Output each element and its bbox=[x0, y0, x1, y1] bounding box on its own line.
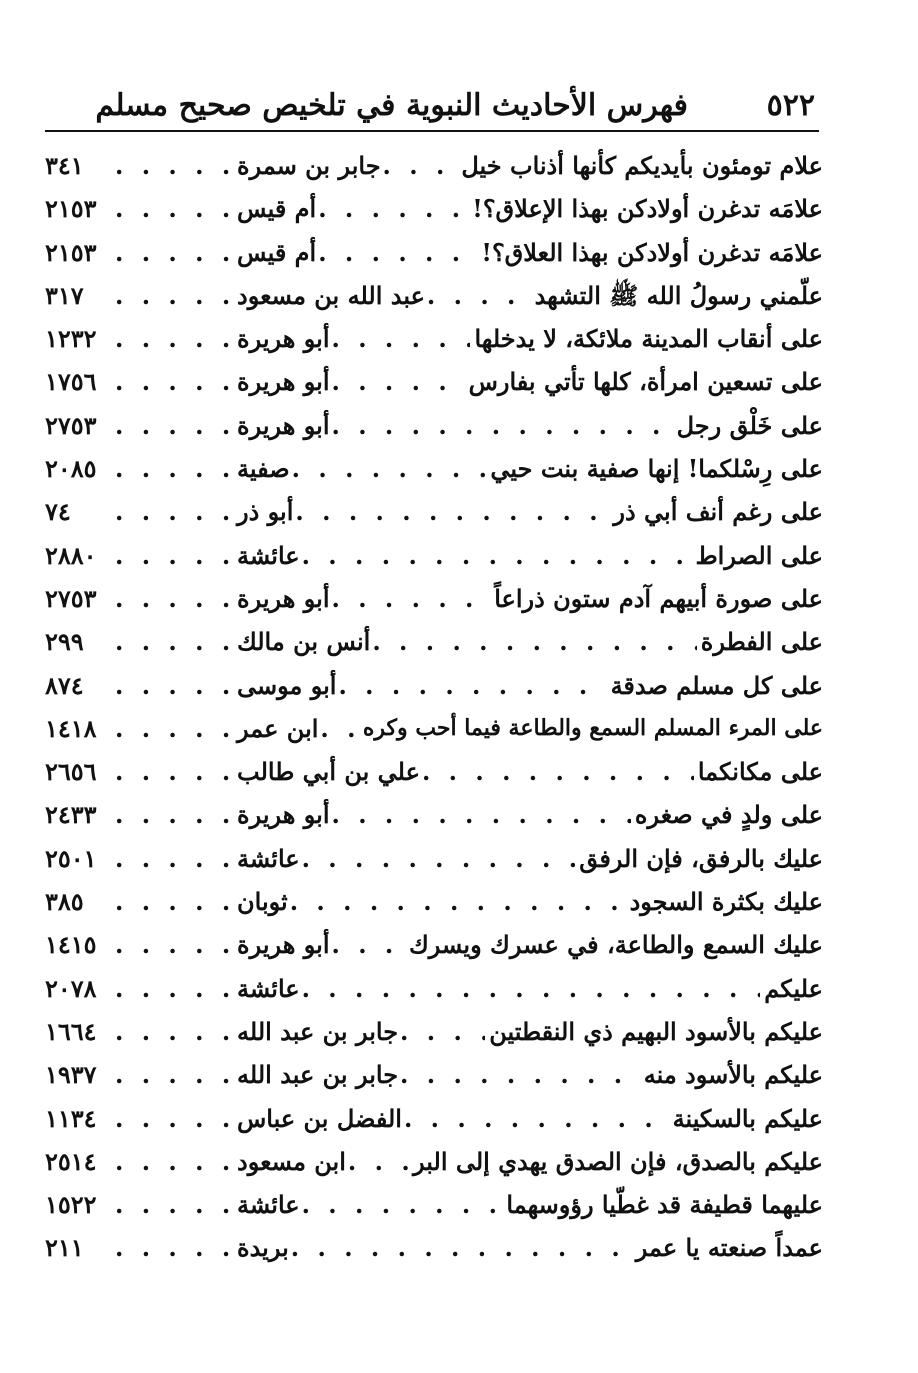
hadith-number: ١٥٢٢ bbox=[45, 1190, 97, 1220]
dot-leader bbox=[332, 317, 471, 360]
hadith-number: ٢٠٨٥ bbox=[45, 454, 97, 484]
narrator-name: عائشة bbox=[237, 973, 300, 1003]
hadith-text: عليكم bbox=[764, 973, 823, 1003]
hadith-number: ١١٣٤ bbox=[45, 1103, 97, 1133]
hadith-text: عليكم بالسكينة bbox=[672, 1103, 823, 1133]
dot-leader bbox=[115, 404, 235, 447]
index-entry bbox=[45, 707, 823, 750]
dot-leader bbox=[292, 447, 487, 490]
dot-leader bbox=[115, 880, 235, 923]
narrator-name: أبو هريرة bbox=[237, 410, 330, 440]
hadith-text: علامَه تدغرن أولادكن بهذا العلاق؟! bbox=[481, 237, 823, 267]
index-entry bbox=[45, 923, 823, 966]
header-rule bbox=[45, 130, 819, 132]
hadith-number: ١٤١٥ bbox=[45, 930, 97, 960]
hadith-number: ٣٨٥ bbox=[45, 887, 84, 917]
dot-leader bbox=[115, 447, 235, 490]
index-entry bbox=[45, 577, 823, 620]
index-entry bbox=[45, 447, 823, 490]
narrator-name: أم قيس bbox=[237, 194, 317, 224]
dot-leader bbox=[332, 793, 631, 836]
page-header bbox=[45, 82, 823, 130]
dot-leader bbox=[295, 490, 609, 533]
hadith-number: ٢٦٥٦ bbox=[45, 757, 97, 787]
dot-leader bbox=[115, 967, 235, 1010]
narrator-name: بريدة bbox=[237, 1233, 289, 1263]
dot-leader bbox=[115, 1183, 235, 1226]
index-entry bbox=[45, 1183, 823, 1226]
dot-leader bbox=[302, 837, 576, 880]
hadith-number: ٢١٥٣ bbox=[45, 237, 97, 267]
index-entry bbox=[45, 231, 823, 274]
hadith-number: ٢٥٠١ bbox=[45, 843, 97, 873]
index-entry bbox=[45, 1010, 823, 1053]
dot-leader bbox=[400, 1010, 485, 1053]
hadith-text: على مكانكما bbox=[697, 757, 823, 787]
narrator-name: عائشة bbox=[237, 1190, 300, 1220]
index-entry bbox=[45, 750, 823, 793]
hadith-number: ١٧٥٦ bbox=[45, 367, 97, 397]
narrator-name: أبو هريرة bbox=[237, 930, 330, 960]
dot-leader bbox=[115, 317, 235, 360]
dot-leader bbox=[404, 1097, 669, 1140]
index-entry bbox=[45, 144, 823, 187]
hadith-text: على المرء المسلم السمع والطاعة فيما أحب وكره bbox=[362, 714, 823, 741]
hadith-index-list bbox=[45, 144, 823, 1270]
dot-leader bbox=[318, 187, 468, 230]
hadith-number: ٣١٧ bbox=[45, 280, 84, 310]
dot-leader bbox=[115, 750, 235, 793]
dot-leader bbox=[115, 274, 235, 317]
hadith-text: على رِسْلكما! إنها صفية بنت حيي bbox=[490, 454, 823, 484]
dot-leader bbox=[332, 923, 406, 966]
hadith-number: ٢٧٥٣ bbox=[45, 410, 97, 440]
dot-leader bbox=[332, 404, 673, 447]
dot-leader bbox=[115, 1097, 235, 1140]
narrator-name: عبد الله بن مسعود bbox=[237, 280, 425, 310]
hadith-text: عليكم بالصدق، فإن الصدق يهدي إلى البر bbox=[413, 1146, 823, 1176]
index-entry bbox=[45, 880, 823, 923]
hadith-text: علامَه تدغرن أولادكن بهذا الإعلاق؟! bbox=[472, 194, 823, 224]
narrator-name: ابن مسعود bbox=[237, 1146, 346, 1176]
narrator-name: أم قيس bbox=[237, 237, 317, 267]
hadith-text: عليهما قطيفة قد غطّيا رؤوسهما bbox=[506, 1190, 823, 1220]
narrator-name: أبو موسى bbox=[237, 670, 337, 700]
narrator-name: أبو ذر bbox=[237, 497, 294, 527]
dot-leader bbox=[383, 144, 458, 187]
dot-leader bbox=[115, 360, 235, 403]
hadith-text: على رغم أنف أبي ذر bbox=[613, 497, 823, 527]
dot-leader bbox=[291, 1226, 632, 1269]
dot-leader bbox=[115, 1140, 235, 1183]
dot-leader bbox=[318, 231, 477, 274]
dot-leader bbox=[115, 664, 235, 707]
dot-leader bbox=[115, 793, 235, 836]
dot-leader bbox=[115, 1053, 235, 1096]
dot-leader bbox=[115, 534, 235, 577]
dot-leader bbox=[290, 880, 626, 923]
running-title: فهرس الأحاديث النبوية في تلخيص صحيح مسلم bbox=[95, 88, 688, 123]
index-entry bbox=[45, 1140, 823, 1183]
dot-leader bbox=[302, 534, 692, 577]
index-entry bbox=[45, 534, 823, 577]
index-entry bbox=[45, 404, 823, 447]
index-entry bbox=[45, 187, 823, 230]
index-entry bbox=[45, 1053, 823, 1096]
dot-leader bbox=[348, 1140, 409, 1183]
hadith-text: على كل مسلم صدقة bbox=[610, 670, 823, 700]
hadith-text: على الفطرة bbox=[700, 627, 823, 657]
dot-leader bbox=[115, 1010, 235, 1053]
hadith-text: على أنقاب المدينة ملائكة، لا يدخلها bbox=[474, 324, 823, 354]
index-entry bbox=[45, 620, 823, 663]
dot-leader bbox=[302, 967, 761, 1010]
narrator-name: أبو هريرة bbox=[237, 367, 330, 397]
index-entry bbox=[45, 837, 823, 880]
dot-leader bbox=[115, 231, 235, 274]
index-entry bbox=[45, 1097, 823, 1140]
dot-leader bbox=[400, 1053, 640, 1096]
hadith-text: على تسعين امرأة، كلها تأتي بفارس bbox=[468, 367, 823, 397]
index-entry bbox=[45, 664, 823, 707]
hadith-number: ١٤١٨ bbox=[45, 713, 97, 743]
dot-leader bbox=[427, 274, 531, 317]
dot-leader bbox=[115, 837, 235, 880]
hadith-number: ٢٨٨٠ bbox=[45, 540, 97, 570]
hadith-text: عليكم بالأسود منه bbox=[643, 1060, 823, 1090]
narrator-name: علي بن أبي طالب bbox=[237, 757, 420, 787]
hadith-number: ١٢٣٢ bbox=[45, 324, 97, 354]
index-entry bbox=[45, 1226, 823, 1269]
dot-leader bbox=[115, 187, 235, 230]
hadith-text: عليك بكثرة السجود bbox=[629, 887, 823, 917]
dot-leader bbox=[372, 620, 696, 663]
dot-leader bbox=[115, 490, 235, 533]
dot-leader bbox=[115, 620, 235, 663]
narrator-name: جابر بن عبد الله bbox=[237, 1016, 399, 1046]
hadith-text: علام تومئون بأيديكم كأنها أذناب خيل bbox=[461, 151, 823, 180]
hadith-text: على خَلْق رجل bbox=[676, 410, 823, 440]
narrator-name: ابن عمر bbox=[237, 713, 319, 743]
narrator-name: أبو هريرة bbox=[237, 583, 330, 613]
hadith-text: عليك السمع والطاعة، في عسرك ويسرك bbox=[409, 930, 823, 960]
dot-leader bbox=[115, 707, 235, 750]
index-page bbox=[45, 82, 823, 1270]
dot-leader bbox=[338, 664, 606, 707]
hadith-number: ٨٧٤ bbox=[45, 670, 84, 700]
index-entry bbox=[45, 490, 823, 533]
hadith-text: على الصراط bbox=[695, 540, 823, 570]
index-entry bbox=[45, 967, 823, 1010]
hadith-number: ١٦٦٤ bbox=[45, 1016, 97, 1046]
dot-leader bbox=[302, 1183, 503, 1226]
index-entry bbox=[45, 360, 823, 403]
dot-leader bbox=[332, 360, 465, 403]
dot-leader bbox=[115, 577, 235, 620]
hadith-number: ٢١١ bbox=[45, 1233, 84, 1263]
hadith-number: ٣٤١ bbox=[45, 151, 84, 180]
hadith-number: ٧٤ bbox=[45, 497, 71, 527]
hadith-text: على صورة أبيهم آدم ستون ذراعاً bbox=[494, 583, 823, 613]
narrator-name: الفضل بن عباس bbox=[237, 1103, 402, 1133]
dot-leader bbox=[422, 750, 694, 793]
index-entry bbox=[45, 274, 823, 317]
hadith-number: ٢٠٧٨ bbox=[45, 973, 97, 1003]
dot-leader bbox=[115, 1226, 235, 1269]
narrator-name: صفية bbox=[237, 454, 290, 484]
hadith-number: ٢٧٥٣ bbox=[45, 583, 97, 613]
narrator-name: عائشة bbox=[237, 540, 300, 570]
dot-leader bbox=[320, 707, 358, 750]
hadith-text: علّمني رسولُ الله ﷺ التشهد bbox=[534, 280, 823, 310]
index-entry bbox=[45, 317, 823, 360]
page-number: ٥٢٢ bbox=[766, 88, 815, 123]
hadith-number: ٢٤٣٣ bbox=[45, 800, 97, 830]
dot-leader bbox=[115, 923, 235, 966]
hadith-text: عليكم بالأسود البهيم ذي النقطتين bbox=[489, 1016, 823, 1046]
narrator-name: ثوبان bbox=[237, 887, 288, 917]
hadith-text: على ولدٍ في صغره bbox=[634, 800, 823, 830]
hadith-number: ١٩٣٧ bbox=[45, 1060, 97, 1090]
hadith-number: ٢٥١٤ bbox=[45, 1146, 97, 1176]
hadith-text: عليك بالرفق، فإن الرفق bbox=[579, 843, 823, 873]
narrator-name: أنس بن مالك bbox=[237, 627, 371, 657]
dot-leader bbox=[115, 144, 235, 187]
hadith-text: عمداً صنعته يا عمر bbox=[635, 1233, 823, 1263]
narrator-name: جابر بن سمرة bbox=[237, 151, 381, 180]
narrator-name: أبو هريرة bbox=[237, 324, 330, 354]
narrator-name: أبو هريرة bbox=[237, 800, 330, 830]
dot-leader bbox=[332, 577, 491, 620]
index-entry bbox=[45, 793, 823, 836]
hadith-number: ٢١٥٣ bbox=[45, 194, 97, 224]
narrator-name: عائشة bbox=[237, 843, 300, 873]
hadith-number: ٢٩٩ bbox=[45, 627, 84, 657]
narrator-name: جابر بن عبد الله bbox=[237, 1060, 399, 1090]
